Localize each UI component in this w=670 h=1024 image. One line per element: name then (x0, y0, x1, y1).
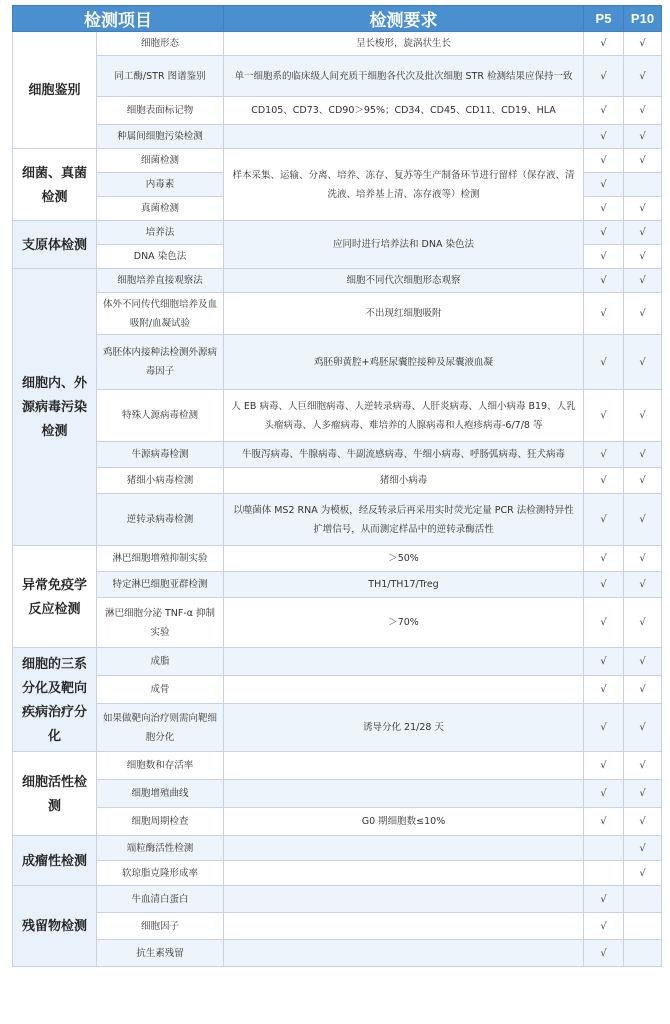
header-p5: P5 (584, 6, 624, 32)
p10-check-cell: √ (624, 125, 662, 149)
p5-check-cell: √ (584, 293, 624, 335)
table-header-row (13, 6, 662, 32)
p10-check-cell: √ (624, 197, 662, 221)
test-item-cell: 逆转录病毒检测 (97, 494, 224, 546)
test-item-cell: 抗生素残留 (97, 940, 224, 967)
table-row (13, 149, 662, 173)
requirement-cell (224, 836, 584, 861)
requirement-cell: 细胞不同代次细胞形态观察 (224, 269, 584, 293)
requirement-cell (224, 861, 584, 886)
p10-check-cell (624, 940, 662, 967)
p10-check-cell: √ (624, 335, 662, 390)
p5-check-cell: √ (584, 149, 624, 173)
p5-check-cell: √ (584, 940, 624, 967)
table-row (13, 598, 662, 648)
requirement-cell: G0 期细胞数≤10% (224, 808, 584, 836)
p5-check-cell: √ (584, 245, 624, 269)
table-row (13, 494, 662, 546)
p5-check-cell: √ (584, 494, 624, 546)
test-item-cell: 如果做靶向治疗则需向靶细胞分化 (97, 704, 224, 752)
table-row (13, 32, 662, 56)
p5-check-cell: √ (584, 269, 624, 293)
p5-check-cell: √ (584, 335, 624, 390)
requirement-cell (224, 940, 584, 967)
requirement-cell: 猪细小病毒 (224, 468, 584, 494)
table-row (13, 913, 662, 940)
test-requirements-table (12, 5, 662, 967)
p5-check-cell: √ (584, 572, 624, 598)
category-cell: 细胞活性检测 (13, 752, 97, 836)
requirement-cell: TH1/TH17/Treg (224, 572, 584, 598)
p10-check-cell: √ (624, 808, 662, 836)
requirement-cell: 以噬菌体 MS2 RNA 为模板，经反转录后再采用实时荧光定量 PCR 法检测特异性扩增信号，从而测定样品中的逆转录酶活性 (224, 494, 584, 546)
requirement-cell: CD105、CD73、CD90＞95%；CD34、CD45、CD11、CD19、HLA (224, 97, 584, 125)
table-row (13, 861, 662, 886)
p10-check-cell: √ (624, 97, 662, 125)
category-cell: 残留物检测 (13, 886, 97, 967)
category-cell: 异常免疫学反应检测 (13, 546, 97, 648)
test-item-cell: 内毒素 (97, 173, 224, 197)
p10-check-cell: √ (624, 572, 662, 598)
p5-check-cell: √ (584, 886, 624, 913)
p10-check-cell (624, 913, 662, 940)
p5-check-cell: √ (584, 808, 624, 836)
p10-check-cell (624, 173, 662, 197)
p10-check-cell: √ (624, 546, 662, 572)
test-item-cell: 猪细小病毒检测 (97, 468, 224, 494)
test-item-cell: 成脂 (97, 648, 224, 676)
header-p10: P10 (624, 6, 662, 32)
p5-check-cell (584, 836, 624, 861)
table-row (13, 752, 662, 780)
test-item-cell: 体外不同传代细胞培养及血吸附/血凝试验 (97, 293, 224, 335)
header-requirement: 检测要求 (224, 6, 584, 32)
test-item-cell: 种属间细胞污染检测 (97, 125, 224, 149)
table-row (13, 836, 662, 861)
requirement-cell (224, 676, 584, 704)
p5-check-cell: √ (584, 598, 624, 648)
p5-check-cell: √ (584, 97, 624, 125)
test-item-cell: 同工酶/STR 图谱鉴别 (97, 56, 224, 97)
test-item-cell: 细菌检测 (97, 149, 224, 173)
table-row (13, 97, 662, 125)
p10-check-cell: √ (624, 221, 662, 245)
table-body (13, 32, 662, 967)
p10-check-cell: √ (624, 293, 662, 335)
p5-check-cell (584, 861, 624, 886)
p5-check-cell: √ (584, 173, 624, 197)
test-item-cell: 软琼脂克隆形成率 (97, 861, 224, 886)
table-row (13, 221, 662, 245)
p10-check-cell (624, 886, 662, 913)
category-cell: 细菌、真菌检测 (13, 149, 97, 221)
p5-check-cell: √ (584, 125, 624, 149)
table-row (13, 940, 662, 967)
table-row (13, 335, 662, 390)
table-row (13, 125, 662, 149)
test-item-cell: 细胞表面标记物 (97, 97, 224, 125)
requirement-cell (224, 780, 584, 808)
table-row (13, 808, 662, 836)
p5-check-cell: √ (584, 676, 624, 704)
requirement-cell: 人 EB 病毒、人巨细胞病毒、人逆转录病毒、人肝炎病毒、人细小病毒 B19、人乳头瘤病毒、人多瘤病毒、难培养的人腺病毒和人疱疹病毒-6/7/8 等 (224, 390, 584, 442)
requirement-cell: 样本采集、运输、分离、培养、冻存、复苏等生产制备环节进行留样（保存液、清洗液、培养基上清、冻存液等）检测 (224, 149, 584, 221)
test-item-cell: 细胞因子 (97, 913, 224, 940)
table-row (13, 886, 662, 913)
test-item-cell: 细胞数和存活率 (97, 752, 224, 780)
test-item-cell: DNA 染色法 (97, 245, 224, 269)
requirement-cell (224, 913, 584, 940)
test-item-cell: 成骨 (97, 676, 224, 704)
test-item-cell: 淋巴细胞增殖抑制实验 (97, 546, 224, 572)
category-cell: 支原体检测 (13, 221, 97, 269)
table-row (13, 676, 662, 704)
category-cell: 细胞的三系分化及靶向疾病治疗分化 (13, 648, 97, 752)
p5-check-cell: √ (584, 913, 624, 940)
table-row (13, 390, 662, 442)
test-item-cell: 特定淋巴细胞亚群检测 (97, 572, 224, 598)
p5-check-cell: √ (584, 468, 624, 494)
p10-check-cell: √ (624, 836, 662, 861)
test-item-cell: 细胞增殖曲线 (97, 780, 224, 808)
p10-check-cell: √ (624, 704, 662, 752)
requirement-cell (224, 125, 584, 149)
p5-check-cell: √ (584, 56, 624, 97)
p10-check-cell: √ (624, 468, 662, 494)
p10-check-cell: √ (624, 32, 662, 56)
requirement-cell: 诱导分化 21/28 天 (224, 704, 584, 752)
requirement-cell (224, 752, 584, 780)
test-item-cell: 细胞培养直接观察法 (97, 269, 224, 293)
p5-check-cell: √ (584, 752, 624, 780)
test-item-cell: 牛血清白蛋白 (97, 886, 224, 913)
p10-check-cell: √ (624, 494, 662, 546)
table-row (13, 293, 662, 335)
requirement-cell: 单一细胞系的临床级人间充质干细胞各代次及批次细胞 STR 检测结果应保持一致 (224, 56, 584, 97)
table-row (13, 442, 662, 468)
p5-check-cell: √ (584, 221, 624, 245)
p5-check-cell: √ (584, 546, 624, 572)
test-item-cell: 淋巴细胞分泌 TNF-α 抑制实验 (97, 598, 224, 648)
requirement-cell (224, 648, 584, 676)
category-cell: 细胞鉴别 (13, 32, 97, 149)
requirement-cell (224, 886, 584, 913)
requirement-cell: 呈长梭形，旋涡状生长 (224, 32, 584, 56)
table-row (13, 269, 662, 293)
category-cell: 成瘤性检测 (13, 836, 97, 886)
p10-check-cell: √ (624, 648, 662, 676)
p10-check-cell: √ (624, 149, 662, 173)
p10-check-cell: √ (624, 269, 662, 293)
p10-check-cell: √ (624, 780, 662, 808)
table-row (13, 648, 662, 676)
requirement-cell: ＞70% (224, 598, 584, 648)
requirement-cell: 应同时进行培养法和 DNA 染色法 (224, 221, 584, 269)
table-row (13, 704, 662, 752)
table-row (13, 468, 662, 494)
test-item-cell: 牛源病毒检测 (97, 442, 224, 468)
p10-check-cell: √ (624, 56, 662, 97)
p5-check-cell: √ (584, 648, 624, 676)
test-item-cell: 培养法 (97, 221, 224, 245)
test-item-cell: 真菌检测 (97, 197, 224, 221)
p5-check-cell: √ (584, 32, 624, 56)
requirement-cell: 不出现红细胞吸附 (224, 293, 584, 335)
test-item-cell: 细胞形态 (97, 32, 224, 56)
p10-check-cell: √ (624, 676, 662, 704)
p10-check-cell: √ (624, 442, 662, 468)
requirement-cell: 鸡胚卵黄腔+鸡胚尿囊腔接种及尿囊液血凝 (224, 335, 584, 390)
p5-check-cell: √ (584, 704, 624, 752)
category-cell: 细胞内、外源病毒污染检测 (13, 269, 97, 546)
test-item-cell: 鸡胚体内接种法检测外源病毒因子 (97, 335, 224, 390)
p10-check-cell: √ (624, 390, 662, 442)
table-row (13, 572, 662, 598)
p10-check-cell: √ (624, 245, 662, 269)
table-row (13, 546, 662, 572)
p5-check-cell: √ (584, 197, 624, 221)
table-row (13, 56, 662, 97)
requirement-cell: 牛腹泻病毒、牛腺病毒、牛副流感病毒、牛细小病毒、呼肠弧病毒、狂犬病毒 (224, 442, 584, 468)
p5-check-cell: √ (584, 442, 624, 468)
p5-check-cell: √ (584, 390, 624, 442)
test-item-cell: 端粒酶活性检测 (97, 836, 224, 861)
table-row (13, 780, 662, 808)
p10-check-cell: √ (624, 861, 662, 886)
requirement-cell: ＞50% (224, 546, 584, 572)
test-requirements-table-container (12, 5, 661, 967)
p5-check-cell: √ (584, 780, 624, 808)
test-item-cell: 特殊人源病毒检测 (97, 390, 224, 442)
p10-check-cell: √ (624, 752, 662, 780)
header-test-item: 检测项目 (13, 6, 224, 32)
p10-check-cell: √ (624, 598, 662, 648)
test-item-cell: 细胞周期检查 (97, 808, 224, 836)
